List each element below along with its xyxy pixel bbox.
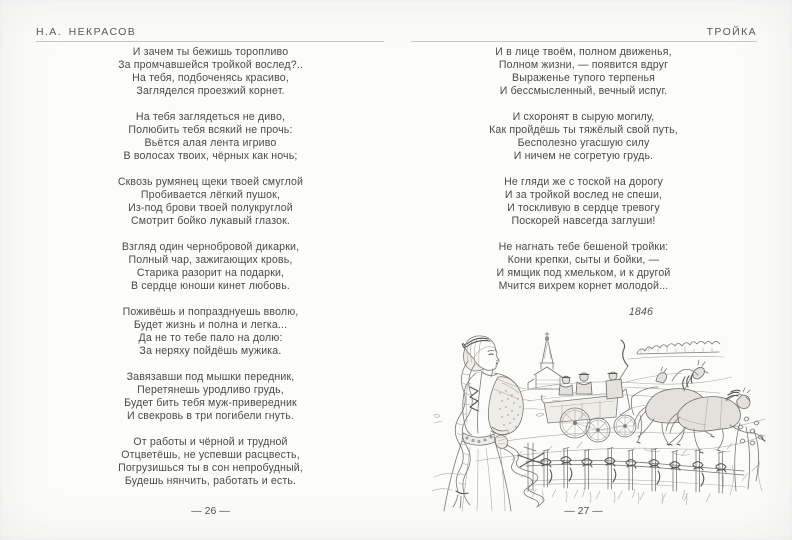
stanza bbox=[36, 111, 385, 163]
header-rule-left bbox=[36, 41, 384, 42]
poem-line: Не нагнать тебе бешеной тройки: bbox=[498, 241, 669, 253]
poem-line: И свекровь в три погибели гнуть. bbox=[126, 410, 294, 422]
poem-line: Взгляд один чернобровой дикарки, bbox=[121, 241, 300, 253]
poem-line: И ямщик под хмельком, и к другой bbox=[496, 267, 671, 279]
poem-line: От работы и чёрной и трудной bbox=[133, 436, 288, 448]
poem-line: На тебя заглядеться не диво, bbox=[135, 111, 286, 123]
poem-line: Да не то тебе пало на долю: bbox=[138, 332, 283, 344]
poem-line: Вьётся алая лента игриво bbox=[144, 137, 277, 149]
stanza bbox=[410, 176, 757, 228]
poem-line: Кони крепки, сыты и бойки, — bbox=[507, 254, 660, 266]
stanza bbox=[36, 436, 385, 488]
poem-line: Пробивается лёгкий пушок, bbox=[140, 189, 281, 201]
stanza bbox=[410, 241, 757, 293]
poem-line: Не гляди же с тоской на дорогу bbox=[504, 176, 663, 188]
stanza bbox=[36, 46, 385, 98]
poem-line: Поживёшь и попразднуешь вволю, bbox=[122, 306, 299, 318]
poem-line: Полюбить тебя всякий не прочь: bbox=[128, 124, 293, 136]
poem-line: Будет бить тебя муж-привередник bbox=[124, 397, 297, 409]
church bbox=[510, 332, 615, 395]
poem-line: Старика разорит на подарки, bbox=[136, 267, 285, 279]
stanza bbox=[36, 176, 385, 228]
poem-line: И зачем ты бежишь торопливо bbox=[132, 46, 289, 58]
poem-line: И в лице твоём, полном движенья, bbox=[495, 46, 672, 58]
poem-line: И бессмысленный, вечный испуг. bbox=[499, 85, 668, 97]
poem-line: Завязавши под мышки передник, bbox=[126, 371, 295, 383]
poem-line: И за тройкой вослед не спеши, bbox=[504, 189, 663, 201]
poem-line: И схоронят в сырую могилу, bbox=[512, 111, 655, 123]
poem-line: В сердце юноши кинет любовь. bbox=[131, 280, 290, 292]
poem-line: Смотрит бойко лукавый глазок. bbox=[131, 215, 290, 227]
troika-illustration bbox=[432, 331, 766, 513]
poem-line: На тебя, подбоченясь красиво, bbox=[132, 72, 289, 84]
header-rule-right bbox=[411, 41, 757, 42]
poem-line: Мчится вихрем корнет молодой... bbox=[498, 280, 669, 292]
page-number-right: — 27 — bbox=[564, 505, 603, 517]
poem-line: Сквозь румянец щеки твоей смуглой bbox=[117, 176, 304, 188]
poem-line: И ничем не согретую грудь. bbox=[513, 150, 654, 162]
poem-line: За неряху пойдёшь мужика. bbox=[139, 345, 282, 357]
stanza bbox=[36, 241, 385, 293]
girl bbox=[432, 336, 544, 511]
page-number-left: — 26 — bbox=[191, 505, 230, 517]
poem-date: 1846 bbox=[628, 306, 653, 318]
poem-line: Из-под брови твоей полукруглой bbox=[128, 202, 293, 214]
poem-line: Полном жизни, — появится вдруг bbox=[498, 59, 669, 71]
poem-left-page bbox=[36, 46, 385, 501]
treeline bbox=[628, 342, 724, 360]
stanza bbox=[36, 306, 385, 358]
stanza bbox=[410, 46, 757, 98]
poem-line: Загляделся проезжий корнет. bbox=[136, 85, 285, 97]
poem-line: Поскорей навсегда заглуши! bbox=[511, 215, 656, 227]
poem-line: В волосах твоих, чёрных как ночь; bbox=[123, 150, 298, 162]
poem-line: И тоскливую в сердце тревогу bbox=[507, 202, 660, 214]
poem-line: Отцветёшь, не успевши расцвесть, bbox=[121, 449, 300, 461]
poem-line: Выраженье тупого терпенья bbox=[511, 72, 655, 84]
poem-line: За промчавшейся тройкой вослед?.. bbox=[118, 59, 303, 71]
poem-line: Бесполезно угасшую силу bbox=[517, 137, 650, 149]
troika-illustration-svg bbox=[432, 331, 766, 513]
stanza bbox=[36, 371, 385, 423]
poem-line: Полный чар, зажигающих кровь, bbox=[128, 254, 293, 266]
poem-line: Будет жизнь и полна и легка... bbox=[133, 319, 288, 331]
poem-line: Перетянешь уродливо грудь, bbox=[137, 384, 284, 396]
poem-right-page bbox=[410, 46, 757, 319]
poem-line: Погрузишься ты в сон непробудный, bbox=[118, 462, 303, 474]
poem-right-stanzas bbox=[410, 46, 757, 293]
poem-line: Будешь нянчить, работать и есть. bbox=[124, 475, 297, 487]
running-header-author: Н.А. НЕКРАСОВ bbox=[36, 26, 137, 38]
poem-line: Как пройдёшь ты тяжёлый свой путь, bbox=[489, 124, 678, 136]
stanza bbox=[410, 111, 757, 163]
running-header-title: ТРОЙКА bbox=[706, 26, 757, 38]
